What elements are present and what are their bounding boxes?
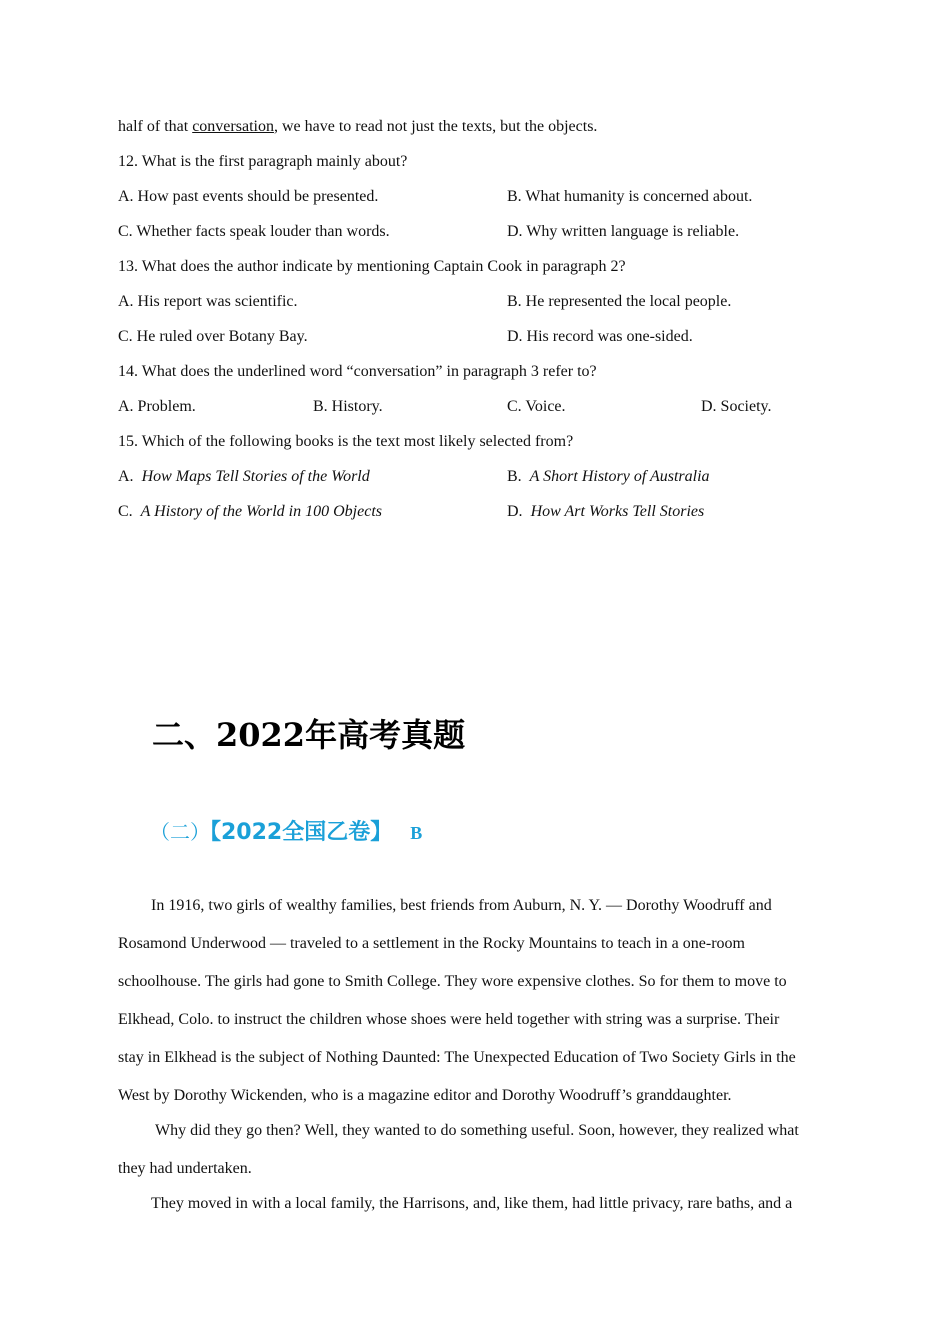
book-title: How Art Works Tell Stories — [530, 503, 705, 520]
sub-title-paren: （二） — [150, 820, 210, 844]
option-letter: B. — [507, 468, 522, 485]
passage-p1-line-3: schoolhouse. The girls had gone to Smith College. They wore expensive clothes. So for them to move to — [118, 973, 787, 990]
book-title: A History of the World in 100 Objects — [140, 503, 382, 520]
question-12-option-c: C. Whether facts speak louder than words. — [118, 223, 390, 240]
question-14-option-a: A. Problem. — [118, 398, 196, 415]
continuation-before: half of that — [118, 118, 193, 135]
passage-p2-line-1: Why did they go then? Well, they wanted to do something useful. Soon, however, they realized what — [155, 1122, 799, 1139]
option-letter: A. — [118, 468, 134, 485]
section-title: 二、2022年高考真题 — [152, 716, 466, 754]
continuation-text — [118, 117, 597, 137]
question-13-stem: 13. What does the author indicate by mentioning Captain Cook in paragraph 2? — [118, 258, 626, 275]
question-14-option-d: D. Society. — [701, 398, 772, 415]
sub-title-letter: B — [410, 823, 423, 843]
question-14-option-c: C. Voice. — [507, 398, 566, 415]
question-12-stem: 12. What is the first paragraph mainly about? — [118, 153, 408, 170]
sub-title-label: 【2022全国乙卷】 — [210, 820, 393, 845]
question-15-option-b — [507, 467, 710, 487]
passage-p1-line-2: Rosamond Underwood — traveled to a settlement in the Rocky Mountains to teach in a one-room — [118, 935, 745, 952]
passage-p2-line-2: they had undertaken. — [118, 1160, 252, 1177]
question-14-stem: 14. What does the underlined word “conversation” in paragraph 3 refer to? — [118, 363, 597, 380]
sub-title — [150, 816, 422, 849]
passage-p1-line-1: In 1916, two girls of wealthy families, best friends from Auburn, N. Y. — Dorothy Woodruff and — [151, 897, 772, 914]
question-13-option-c: C. He ruled over Botany Bay. — [118, 328, 308, 345]
underlined-word-conversation: conversation — [192, 118, 274, 135]
book-title: A Short History of Australia — [529, 468, 710, 485]
question-15-option-d — [507, 502, 704, 522]
question-13-option-a: A. His report was scientific. — [118, 293, 298, 310]
book-title: How Maps Tell Stories of the World — [141, 468, 370, 485]
question-14-option-b: B. History. — [313, 398, 383, 415]
passage-p3-line-1: They moved in with a local family, the Harrisons, and, like them, had little privacy, rare baths, and a — [151, 1195, 793, 1212]
question-12-option-b: B. What humanity is concerned about. — [507, 188, 753, 205]
passage-p1-line-4: Elkhead, Colo. to instruct the children whose shoes were held together with string was a surprise. Their — [118, 1011, 780, 1028]
question-13-option-d: D. His record was one-sided. — [507, 328, 693, 345]
question-15-option-a — [118, 467, 370, 487]
question-12-option-a: A. How past events should be presented. — [118, 188, 379, 205]
option-letter: C. — [118, 503, 133, 520]
continuation-after: , we have to read not just the texts, but the objects. — [273, 118, 598, 135]
question-13-option-b: B. He represented the local people. — [507, 293, 732, 310]
passage-p1-line-5: stay in Elkhead is the subject of Nothing Daunted: The Unexpected Education of Two Society Girls in the — [118, 1049, 796, 1066]
question-12-option-d: D. Why written language is reliable. — [507, 223, 740, 240]
question-15-option-c — [118, 502, 382, 522]
option-letter: D. — [507, 503, 523, 520]
passage-p1-line-6: West by Dorothy Wickenden, who is a magazine editor and Dorothy Woodruff’s granddaughter. — [118, 1087, 732, 1104]
question-15-stem: 15. Which of the following books is the text most likely selected from? — [118, 433, 574, 450]
